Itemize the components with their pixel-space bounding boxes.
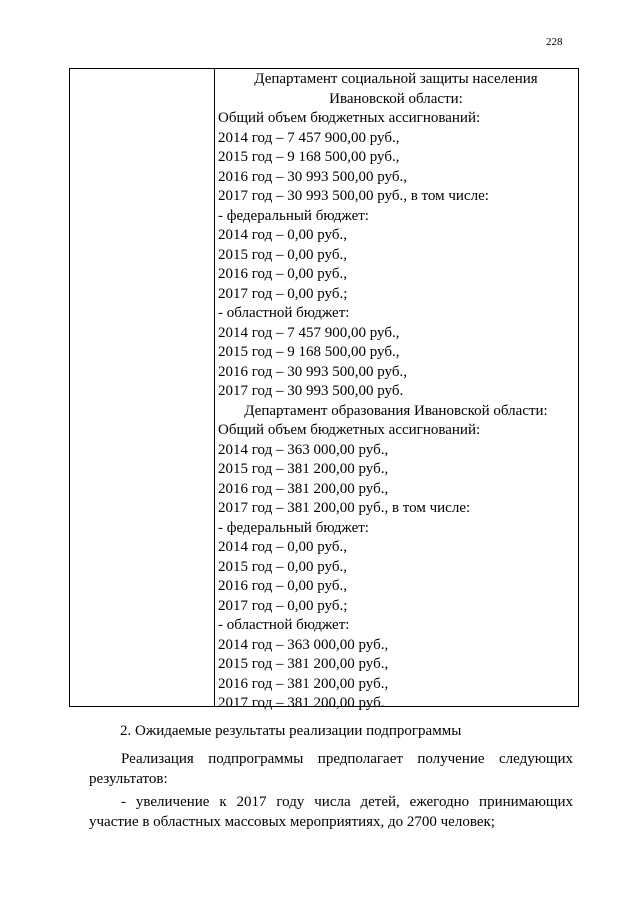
education-regional-2016: 2016 год – 381 200,00 руб., — [218, 675, 389, 692]
social-regional-2014: 2014 год – 7 457 900,00 руб., — [218, 324, 400, 341]
social-total-2015: 2015 год – 9 168 500,00 руб., — [218, 149, 400, 165]
social-department-title-line2: Ивановской области: — [329, 90, 463, 107]
education-federal-2016: 2016 год – 0,00 руб., — [218, 578, 347, 594]
social-federal-2014: 2014 год – 0,00 руб., — [218, 227, 347, 243]
paragraph-results-intro: Реализация подпрограммы предполагает получение следующих результатов: — [89, 751, 573, 787]
social-total-2016: 2016 год – 30 993 500,00 руб., — [218, 168, 407, 185]
education-total-2015: 2015 год – 381 200,00 руб., — [218, 461, 389, 477]
education-department-title: Департамент образования Ивановской области: — [244, 402, 548, 419]
social-department-title-line1: Департамент социальной защиты населения — [254, 71, 538, 87]
paragraph-result-item: - увеличение к 2017 году числа детей, ежегодно принимающих участие в областных массовых мероприятиях, до 2700 человек; — [89, 794, 573, 830]
education-federal-2014: 2014 год – 0,00 руб., — [218, 539, 347, 555]
social-federal-label: - федеральный бюджет: — [218, 207, 369, 224]
education-total-2016: 2016 год – 381 200,00 руб., — [218, 480, 389, 497]
education-regional-2015: 2015 год – 381 200,00 руб., — [218, 656, 389, 672]
education-total-label: Общий объем бюджетных ассигнований: — [218, 422, 481, 438]
education-regional-2014: 2014 год – 363 000,00 руб., — [218, 636, 389, 653]
social-regional-2017: 2017 год – 30 993 500,00 руб. — [218, 383, 404, 399]
social-federal-2016: 2016 год – 0,00 руб., — [218, 266, 347, 282]
social-federal-2015: 2015 год – 0,00 руб., — [218, 246, 347, 263]
section-heading: 2. Ожидаемые результаты реализации подпрограммы — [120, 723, 462, 739]
budget-table — [69, 68, 579, 711]
social-total-2014: 2014 год – 7 457 900,00 руб., — [218, 129, 400, 146]
education-regional-label: - областной бюджет: — [218, 617, 350, 633]
education-regional-2017: 2017 год – 381 200,00 руб. — [218, 695, 385, 711]
table-right-cell — [215, 69, 578, 711]
social-total-2017: 2017 год – 30 993 500,00 руб., в том числе: — [218, 188, 489, 204]
education-total-2014: 2014 год – 363 000,00 руб., — [218, 441, 389, 458]
education-federal-2017: 2017 год – 0,00 руб.; — [218, 597, 348, 614]
social-regional-2016: 2016 год – 30 993 500,00 руб., — [218, 363, 407, 380]
education-total-2017: 2017 год – 381 200,00 руб., в том числе: — [218, 500, 471, 516]
social-regional-label: - областной бюджет: — [218, 305, 350, 321]
social-total-label: Общий объем бюджетных ассигнований: — [218, 110, 481, 126]
social-federal-2017: 2017 год – 0,00 руб.; — [218, 285, 348, 302]
education-federal-2015: 2015 год – 0,00 руб., — [218, 558, 347, 575]
page-number: 228 — [546, 36, 563, 48]
education-federal-label: - федеральный бюджет: — [218, 519, 369, 536]
social-regional-2015: 2015 год – 9 168 500,00 руб., — [218, 344, 400, 360]
table-left-cell — [70, 69, 215, 706]
